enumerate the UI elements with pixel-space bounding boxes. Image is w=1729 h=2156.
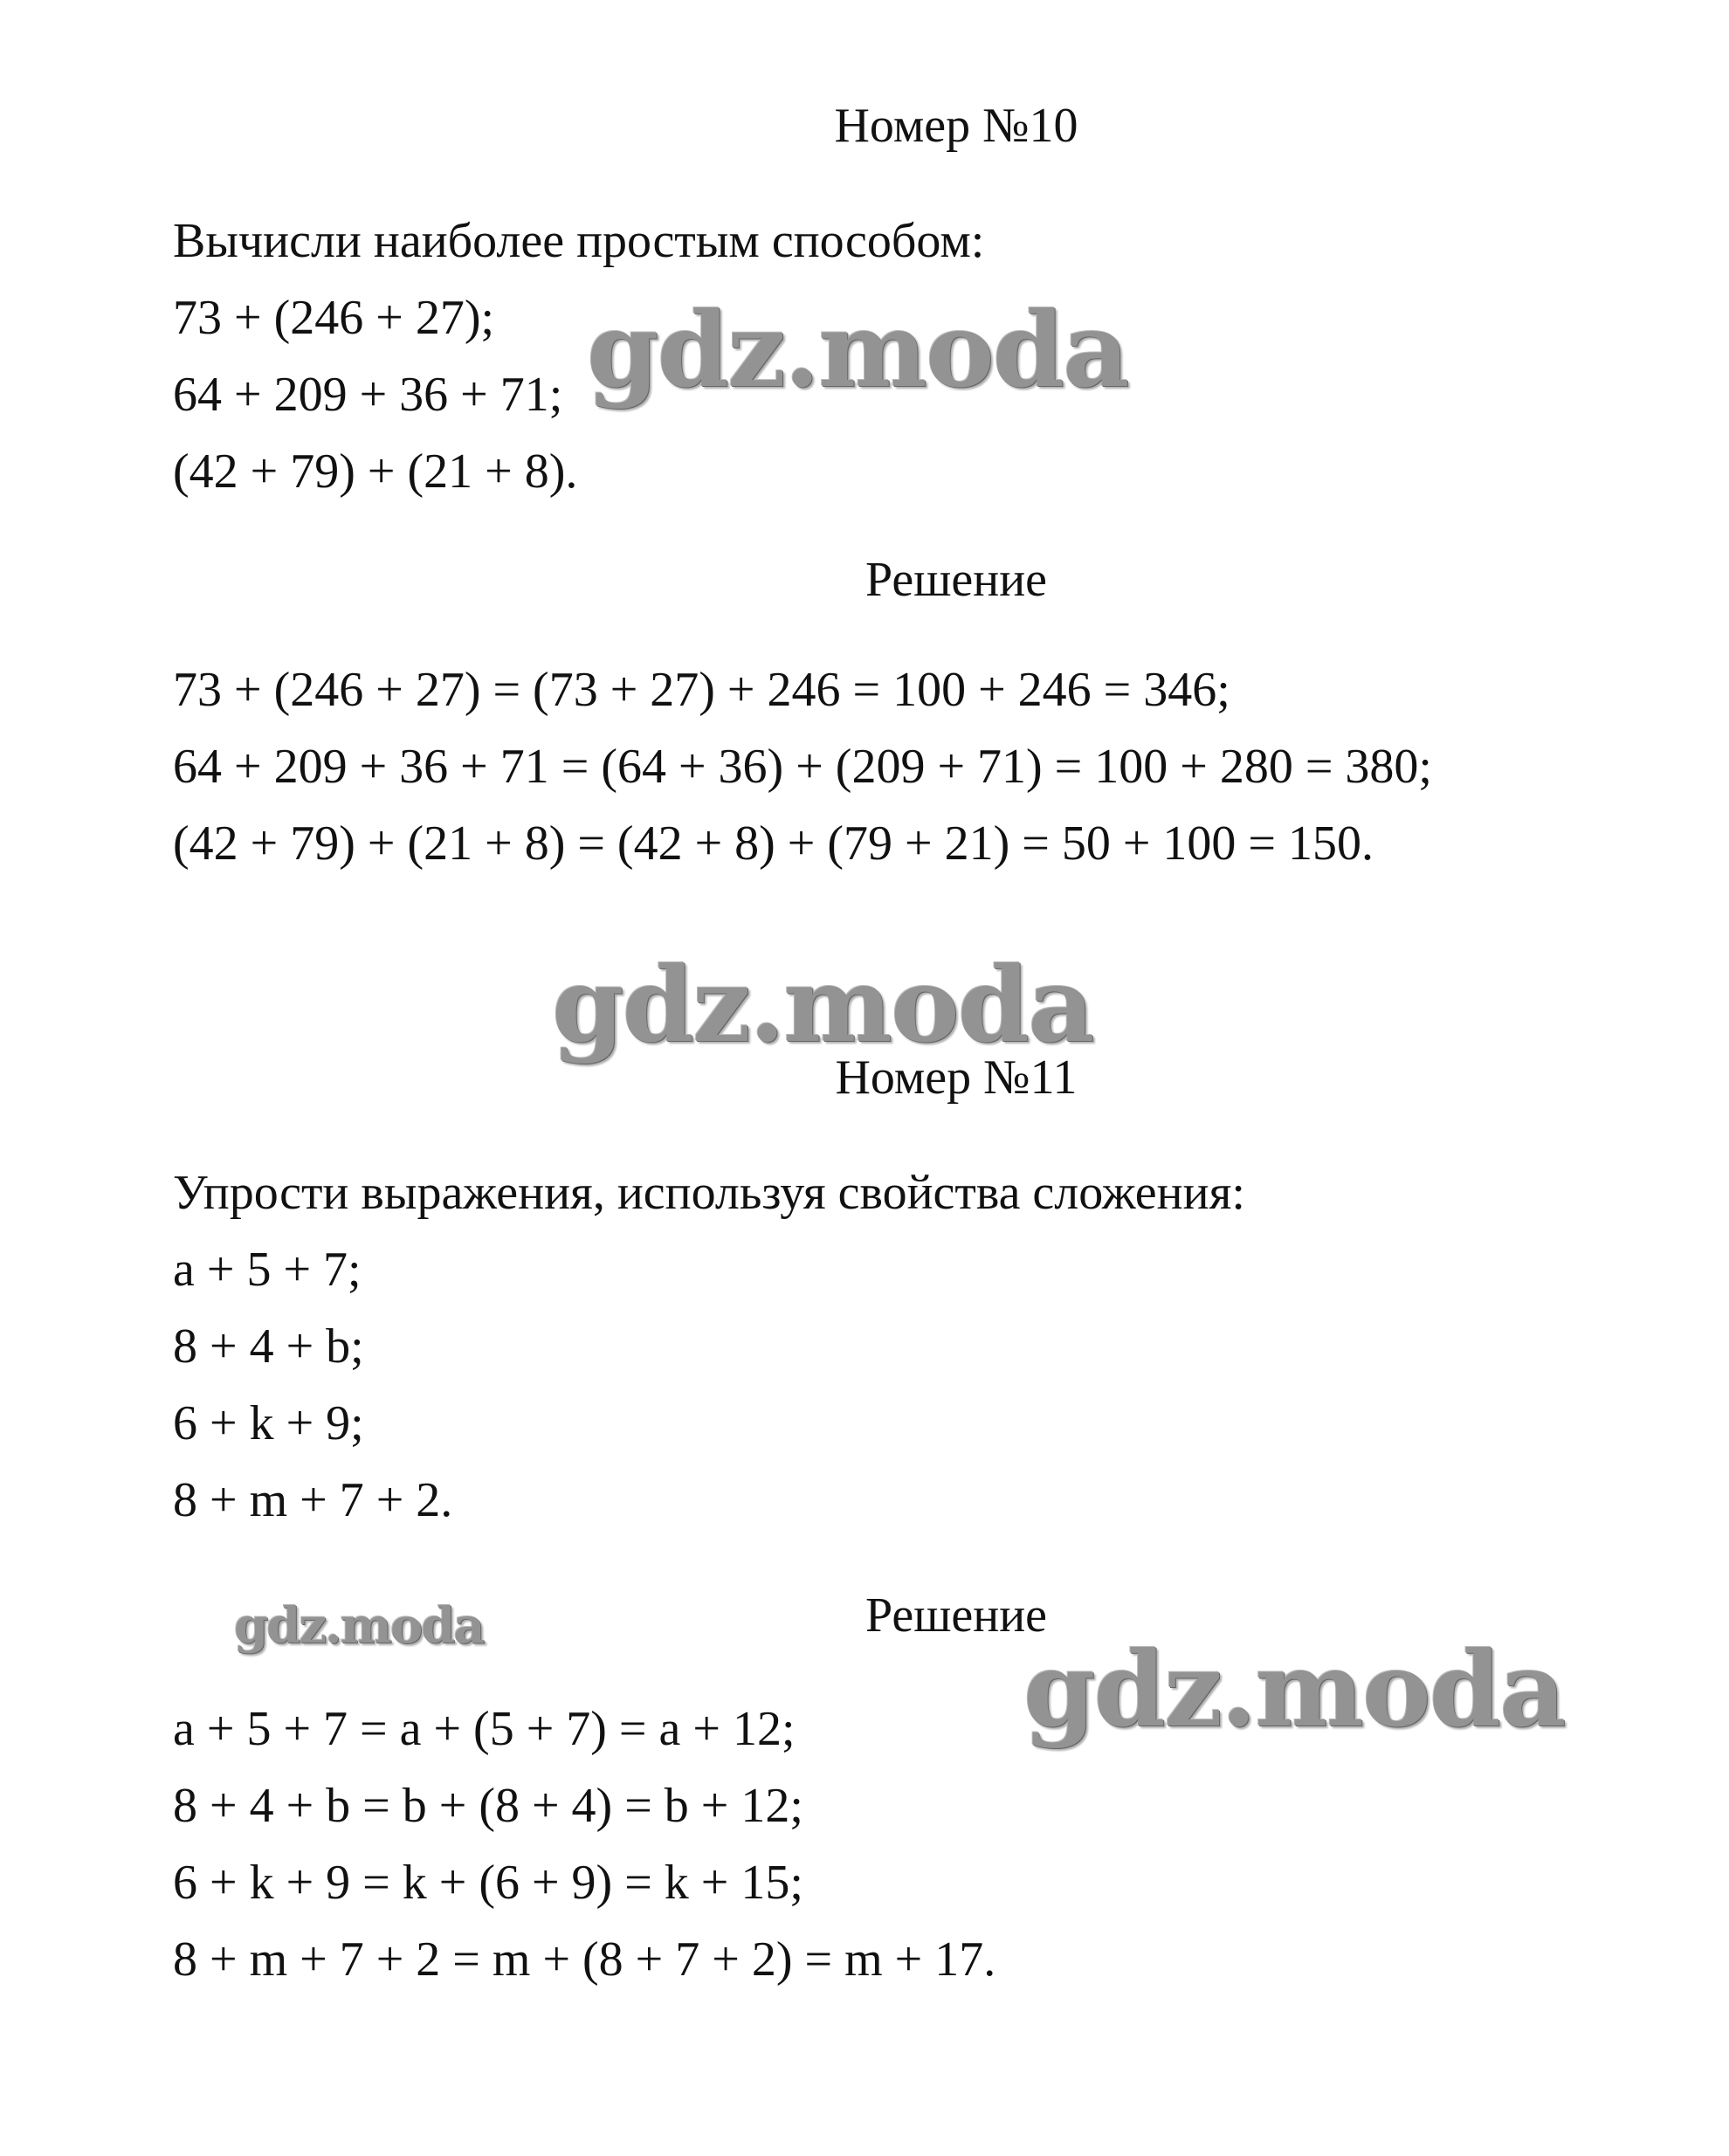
task11-heading: Номер №11 <box>835 1050 1078 1105</box>
watermark-logo: gdz.moda <box>1023 1629 1565 1750</box>
task10-solution-1: 73 + (246 + 27) = (73 + 27) + 246 = 100 + 246 = 346; <box>173 663 1230 717</box>
task11-solution-4: 8 + m + 7 + 2 = m + (8 + 7 + 2) = m + 17. <box>173 1932 996 1987</box>
task11-solution-3: 6 + k + 9 = k + (6 + 9) = k + 15; <box>173 1856 803 1910</box>
task10-expression-3: (42 + 79) + (21 + 8). <box>173 444 578 499</box>
task10-solution-3: (42 + 79) + (21 + 8) = (42 + 8) + (79 + 21) = 50 + 100 = 150. <box>173 816 1374 871</box>
task11-expression-1: a + 5 + 7; <box>173 1243 362 1297</box>
task11-solution-heading: Решение <box>864 1588 1048 1643</box>
task11-expression-2: 8 + 4 + b; <box>173 1319 364 1374</box>
task10-solution-2: 64 + 209 + 36 + 71 = (64 + 36) + (209 + 71) = 100 + 280 = 380; <box>173 740 1432 794</box>
watermark-logo: gdz.moda <box>552 944 1093 1065</box>
task10-expression-1: 73 + (246 + 27); <box>173 291 495 345</box>
task11-expression-3: 6 + k + 9; <box>173 1396 364 1450</box>
watermark-logo: gdz.moda <box>587 289 1128 410</box>
task11-solution-1: a + 5 + 7 = a + (5 + 7) = a + 12; <box>173 1702 796 1756</box>
task10-heading: Номер №10 <box>834 99 1078 153</box>
watermark-logo: gdz.moda <box>234 1597 484 1655</box>
task10-prompt: Вычисли наиболее простым способом: <box>173 214 985 268</box>
task11-solution-2: 8 + 4 + b = b + (8 + 4) = b + 12; <box>173 1779 803 1833</box>
task10-expression-2: 64 + 209 + 36 + 71; <box>173 368 563 422</box>
task11-expression-4: 8 + m + 7 + 2. <box>173 1473 453 1527</box>
task10-solution-heading: Решение <box>864 553 1048 607</box>
task11-prompt: Упрости выражения, используя свойства сложения: <box>173 1166 1245 1220</box>
